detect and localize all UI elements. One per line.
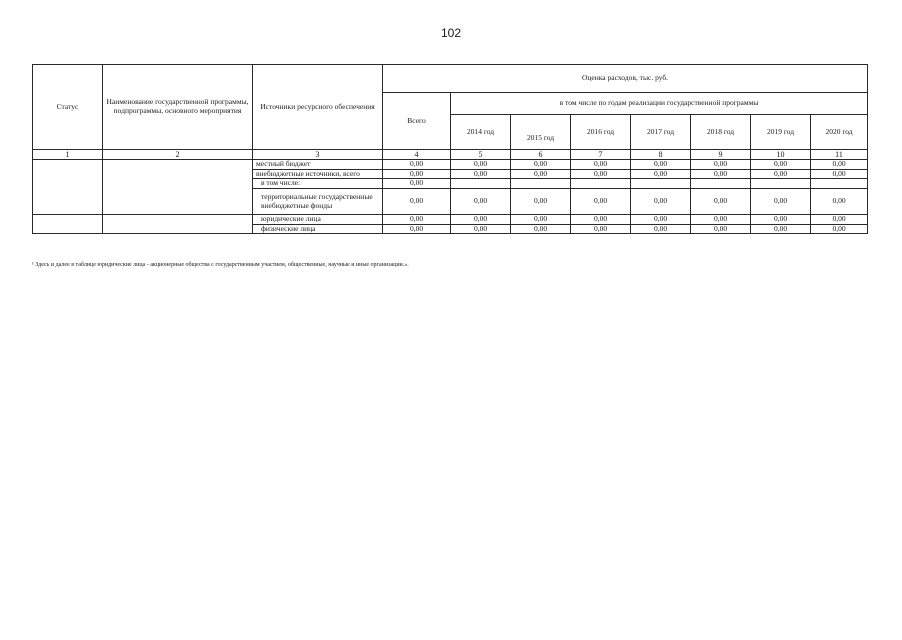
- year-value-cell: 0,00: [631, 169, 691, 179]
- year-value-cell: 0,00: [691, 215, 751, 225]
- table-row: [33, 215, 868, 225]
- source-cell: в том числе:: [253, 179, 383, 189]
- status-cell: [33, 160, 103, 215]
- year-value-cell: 0,00: [511, 169, 571, 179]
- year-value-cell: [571, 179, 631, 189]
- total-cell: 0,00: [383, 215, 451, 225]
- year-value-cell: 0,00: [751, 160, 811, 170]
- header-year: 2014 год: [451, 115, 511, 150]
- footnote: ¹ Здесь и далее в таблице юридические лица - акционерные общества с государственным участием, общественные, научные и иные организации.».: [32, 262, 409, 268]
- year-value-cell: 0,00: [571, 189, 631, 215]
- year-value-cell: 0,00: [751, 224, 811, 234]
- column-number: 11: [811, 150, 868, 160]
- program-name-cell: [103, 215, 253, 234]
- source-cell: внебюджетные источники, всего: [253, 169, 383, 179]
- header-year: 2019 год: [751, 115, 811, 150]
- table-row: [33, 160, 868, 170]
- program-name-cell: [103, 160, 253, 215]
- source-cell: местный бюджет: [253, 160, 383, 170]
- year-value-cell: 0,00: [811, 224, 868, 234]
- header-by-years: в том числе по годам реализации государственной программы: [451, 93, 868, 115]
- header-estimate: Оценка расходов, тыс. руб.: [383, 65, 868, 93]
- year-value-cell: 0,00: [511, 189, 571, 215]
- column-number: 6: [511, 150, 571, 160]
- column-number: 5: [451, 150, 511, 160]
- status-cell: [33, 215, 103, 234]
- year-value-cell: [511, 179, 571, 189]
- year-value-cell: 0,00: [811, 169, 868, 179]
- source-cell: территориальные государственные внебюджетные фонды: [253, 189, 383, 215]
- total-cell: 0,00: [383, 224, 451, 234]
- year-value-cell: 0,00: [571, 224, 631, 234]
- year-value-cell: 0,00: [631, 160, 691, 170]
- column-number: 4: [383, 150, 451, 160]
- header-year: 2018 год: [691, 115, 751, 150]
- column-number: 2: [103, 150, 253, 160]
- header-status: Статус: [33, 65, 103, 150]
- source-cell: юридические лица: [253, 215, 383, 225]
- year-value-cell: 0,00: [451, 215, 511, 225]
- total-cell: 0,00: [383, 189, 451, 215]
- header-name: Наименование государственной программы, подпрограммы, основного мероприятия: [103, 65, 253, 150]
- year-value-cell: [691, 179, 751, 189]
- year-value-cell: 0,00: [811, 160, 868, 170]
- total-cell: 0,00: [383, 179, 451, 189]
- year-value-cell: 0,00: [691, 224, 751, 234]
- column-number: 1: [33, 150, 103, 160]
- year-value-cell: 0,00: [691, 160, 751, 170]
- year-value-cell: [751, 179, 811, 189]
- header-year: 2017 год: [631, 115, 691, 150]
- year-value-cell: [811, 179, 868, 189]
- year-value-cell: 0,00: [571, 215, 631, 225]
- header-total: Всего: [383, 93, 451, 150]
- year-value-cell: 0,00: [571, 160, 631, 170]
- column-number: 8: [631, 150, 691, 160]
- year-value-cell: 0,00: [751, 215, 811, 225]
- year-value-cell: 0,00: [691, 169, 751, 179]
- year-value-cell: 0,00: [631, 224, 691, 234]
- year-value-cell: [451, 179, 511, 189]
- column-number: 7: [571, 150, 631, 160]
- year-value-cell: [631, 179, 691, 189]
- total-cell: 0,00: [383, 169, 451, 179]
- year-value-cell: 0,00: [811, 189, 868, 215]
- column-number: 10: [751, 150, 811, 160]
- column-number: 3: [253, 150, 383, 160]
- year-value-cell: 0,00: [451, 169, 511, 179]
- year-value-cell: 0,00: [691, 189, 751, 215]
- header-sources: Источники ресурсного обеспечения: [253, 65, 383, 150]
- year-value-cell: 0,00: [511, 215, 571, 225]
- column-numbers-row: [33, 150, 868, 160]
- column-number: 9: [691, 150, 751, 160]
- year-value-cell: 0,00: [631, 215, 691, 225]
- year-value-cell: 0,00: [751, 189, 811, 215]
- resource-table: [32, 64, 868, 234]
- total-cell: 0,00: [383, 160, 451, 170]
- year-value-cell: 0,00: [451, 224, 511, 234]
- source-cell: физические лица: [253, 224, 383, 234]
- year-value-cell: 0,00: [631, 189, 691, 215]
- year-value-cell: 0,00: [511, 160, 571, 170]
- header-year: 2015 год: [511, 115, 571, 150]
- header-year: 2020 год: [811, 115, 868, 150]
- page-number: 102: [440, 26, 462, 40]
- header-year: 2016 год: [571, 115, 631, 150]
- year-value-cell: 0,00: [451, 189, 511, 215]
- year-value-cell: 0,00: [511, 224, 571, 234]
- year-value-cell: 0,00: [751, 169, 811, 179]
- year-value-cell: 0,00: [451, 160, 511, 170]
- year-value-cell: 0,00: [571, 169, 631, 179]
- year-value-cell: 0,00: [811, 215, 868, 225]
